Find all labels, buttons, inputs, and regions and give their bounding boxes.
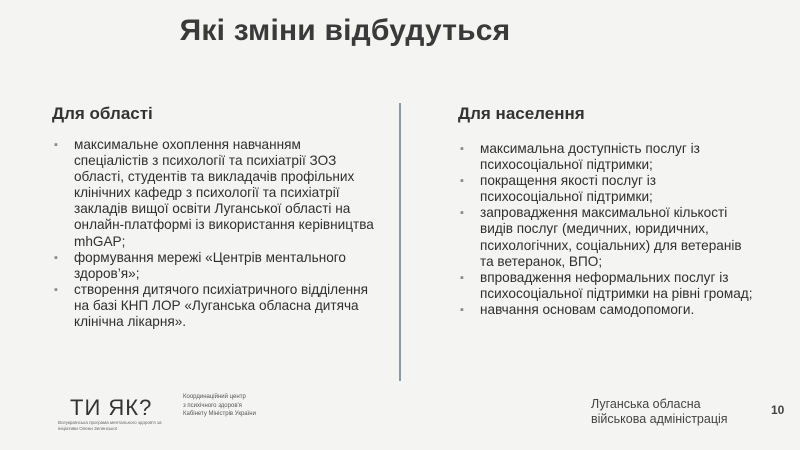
administration-name: [591, 397, 751, 427]
list-item-text: навчання основам самодопомоги.: [480, 301, 695, 317]
bullet-icon: ▪: [460, 175, 464, 188]
list-item: [458, 270, 758, 302]
coordination-line: з психічного здоров'я: [183, 402, 242, 409]
right-bullet-list: [458, 141, 758, 318]
list-item-text: впровадження неформальних послуг із психосоціальної підтримки на рівні громад;: [480, 269, 753, 301]
bullet-icon: ▪: [460, 143, 464, 155]
list-item: [52, 250, 377, 282]
ti-yak-logo: ТИ ЯК?: [70, 395, 153, 420]
bullet-icon: ▪: [460, 207, 464, 220]
list-item-text: покращення якості послуг із психосоціальної підтримки;: [480, 173, 657, 205]
administration-line: Луганська обласна: [591, 397, 701, 411]
column-divider: [399, 103, 401, 381]
coordination-line: Координаційний центр: [183, 394, 246, 400]
list-item-text: формування мережі «Центрів ментального здоров’я»;: [74, 249, 346, 281]
bullet-icon: ▪: [460, 303, 464, 316]
slide-title: Які зміни відбудуться: [179, 14, 511, 47]
bullet-icon: ▪: [460, 271, 464, 284]
list-item: [458, 173, 758, 205]
page-number: 10: [771, 403, 785, 417]
administration-line: військова адміністрація: [591, 412, 728, 426]
bullet-icon: ▪: [54, 251, 58, 264]
list-item: [458, 205, 758, 269]
list-item-text: максимальне охоплення навчанням спеціалістів з психології та психіатрії ЗОЗ області, студентів та викладачів профільних клінічних кафедр з психології та психіатрії закладів вищої освіти Луганської області на онлайн-платформі із використання керівництва mhGAP;: [74, 137, 374, 249]
left-column-heading: Для області: [52, 104, 153, 123]
list-item-text: створення дитячого психіатричного відділення на базі КНП ЛОР «Луганська обласна дитяча клінічна лікарня».: [74, 281, 369, 330]
coordination-line: Кабінету Міністрів України: [183, 411, 256, 417]
coordination-center-text: [183, 393, 313, 419]
list-item-text: максимальна доступність послуг із психосоціальної підтримки;: [480, 141, 700, 173]
logo-subtitle: Всеукраїнська програма ментального здоров'я за ініціативи Олени Зеленської: [58, 420, 162, 431]
left-bullet-list: [52, 137, 377, 330]
list-item: [458, 302, 758, 318]
list-item-text: запровадження максимальної кількості видів послуг (медичних, юридичних, психологічних, соціальних) для ветеранів та ветеранок, ВПО;: [480, 205, 742, 269]
list-item: [458, 141, 758, 173]
bullet-icon: ▪: [54, 139, 58, 151]
bullet-icon: ▪: [54, 283, 58, 296]
list-item: [52, 282, 377, 330]
right-column-heading: Для населення: [458, 104, 585, 123]
list-item: [52, 137, 377, 250]
